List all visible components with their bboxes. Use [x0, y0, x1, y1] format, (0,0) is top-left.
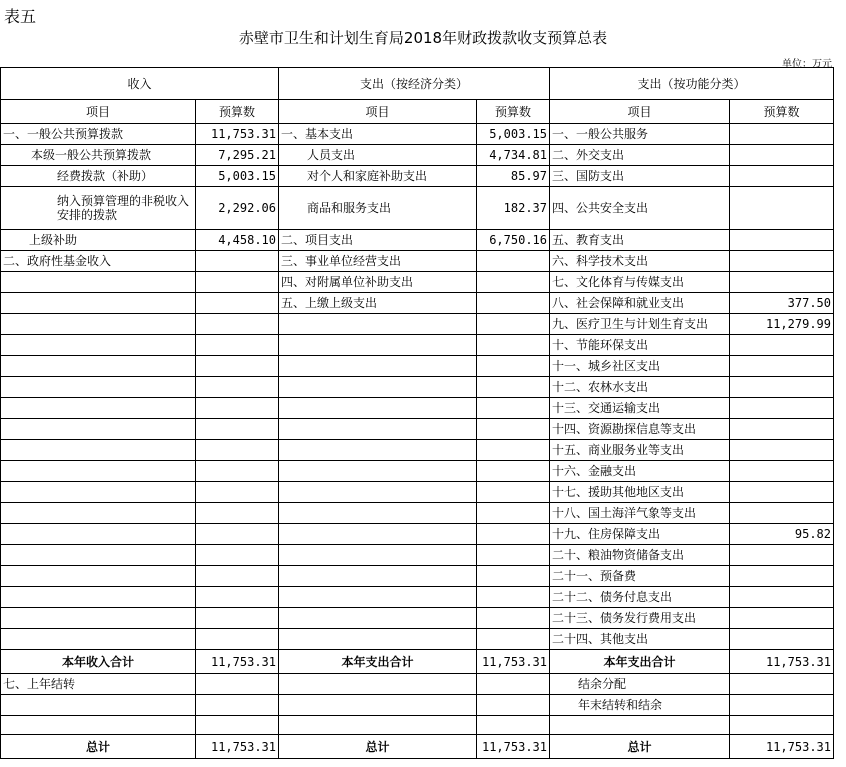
- income-total-amount: 11,753.31: [196, 735, 279, 759]
- income-amount: 5,003.15: [196, 166, 279, 187]
- functional-expense-amount: [730, 545, 834, 566]
- section-header-row: [1, 68, 834, 100]
- table-row: [1, 440, 834, 461]
- income-item: [1, 629, 196, 650]
- economic-expense-item: [279, 674, 477, 695]
- functional-expense-item: 六、科学技术支出: [550, 251, 730, 272]
- functional-expense-amount: [730, 145, 834, 166]
- economic-expense-item: [279, 629, 477, 650]
- column-header-budget: 预算数: [477, 100, 550, 124]
- income-amount: [196, 251, 279, 272]
- functional-expense-item: 二十、粮油物资储备支出: [550, 545, 730, 566]
- income-amount: [196, 398, 279, 419]
- income-amount: [196, 440, 279, 461]
- income-total-label: 总计: [1, 735, 196, 759]
- economic-expense-amount: [477, 524, 550, 545]
- functional-expense-item: 五、教育支出: [550, 230, 730, 251]
- functional-expense-item: 十五、商业服务业等支出: [550, 440, 730, 461]
- economic-expense-amount: [477, 314, 550, 335]
- functional-expense-amount: [730, 461, 834, 482]
- economic-expense-total-amount: 11,753.31: [477, 735, 550, 759]
- functional-expense-item: 八、社会保障和就业支出: [550, 293, 730, 314]
- economic-expense-item: 五、上缴上级支出: [279, 293, 477, 314]
- functional-expense-item: 十九、住房保障支出: [550, 524, 730, 545]
- income-item: [1, 272, 196, 293]
- economic-expense-item: [279, 545, 477, 566]
- income-amount: [196, 608, 279, 629]
- functional-expense-item: 二十一、预备费: [550, 566, 730, 587]
- income-item: 经费拨款（补助）: [1, 166, 196, 187]
- income-amount: [196, 524, 279, 545]
- functional-expense-amount: [730, 272, 834, 293]
- column-header-row: [1, 100, 834, 124]
- economic-expense-item: [279, 695, 477, 716]
- economic-expense-amount: [477, 356, 550, 377]
- functional-expense-item: 十四、资源勘探信息等支出: [550, 419, 730, 440]
- economic-expense-amount: [477, 503, 550, 524]
- economic-expense-item: 二、项目支出: [279, 230, 477, 251]
- income-amount: [196, 377, 279, 398]
- income-amount: 7,295.21: [196, 145, 279, 166]
- income-total-label: 本年收入合计: [1, 650, 196, 674]
- functional-expense-amount: 95.82: [730, 524, 834, 545]
- income-item: [1, 566, 196, 587]
- income-amount: [196, 503, 279, 524]
- table-row: [1, 482, 834, 503]
- table-row: [1, 251, 834, 272]
- table-row: [1, 145, 834, 166]
- functional-expense-amount: [730, 695, 834, 716]
- economic-expense-item: [279, 461, 477, 482]
- income-item: [1, 482, 196, 503]
- table-row: [1, 272, 834, 293]
- table-row: [1, 377, 834, 398]
- economic-expense-amount: [477, 545, 550, 566]
- functional-expense-amount: [730, 503, 834, 524]
- economic-expense-amount: [477, 419, 550, 440]
- economic-expense-item: [279, 335, 477, 356]
- income-item: [1, 314, 196, 335]
- income-amount: [196, 587, 279, 608]
- economic-expense-header: 支出（按经济分类）: [279, 68, 550, 100]
- functional-expense-amount: [730, 629, 834, 650]
- functional-expense-amount: [730, 187, 834, 230]
- income-item: [1, 335, 196, 356]
- functional-expense-item: 二十三、债务发行费用支出: [550, 608, 730, 629]
- income-amount: [196, 293, 279, 314]
- functional-expense-amount: [730, 377, 834, 398]
- grand-total-row: [1, 735, 834, 759]
- functional-expense-item: 十、节能环保支出: [550, 335, 730, 356]
- functional-expense-item: 二十四、其他支出: [550, 629, 730, 650]
- economic-expense-amount: [477, 251, 550, 272]
- income-amount: [196, 461, 279, 482]
- income-amount: [196, 482, 279, 503]
- economic-expense-amount: 5,003.15: [477, 124, 550, 145]
- economic-expense-amount: [477, 608, 550, 629]
- economic-expense-amount: [477, 293, 550, 314]
- empty-cell: [730, 716, 834, 735]
- income-amount: [196, 314, 279, 335]
- income-item: 上级补助: [1, 230, 196, 251]
- table-row: [1, 674, 834, 695]
- functional-expense-item: 十八、国土海洋气象等支出: [550, 503, 730, 524]
- economic-expense-item: 人员支出: [279, 145, 477, 166]
- economic-expense-amount: [477, 482, 550, 503]
- economic-expense-amount: [477, 566, 550, 587]
- economic-expense-item: [279, 482, 477, 503]
- table-row: [1, 335, 834, 356]
- income-amount: 4,458.10: [196, 230, 279, 251]
- functional-expense-amount: [730, 674, 834, 695]
- functional-expense-total-amount: 11,753.31: [730, 650, 834, 674]
- page-title: 赤壁市卫生和计划生育局2018年财政拨款收支预算总表: [238, 29, 608, 47]
- functional-expense-item: 一、一般公共服务: [550, 124, 730, 145]
- table-row: [1, 187, 834, 230]
- table-row: [1, 419, 834, 440]
- functional-expense-amount: [730, 230, 834, 251]
- income-item: [1, 419, 196, 440]
- column-header-budget: 预算数: [196, 100, 279, 124]
- income-amount: [196, 566, 279, 587]
- table-row: [1, 587, 834, 608]
- economic-expense-item: [279, 608, 477, 629]
- economic-expense-amount: [477, 695, 550, 716]
- economic-expense-item: [279, 503, 477, 524]
- table-row: [1, 608, 834, 629]
- functional-expense-item: 七、文化体育与传媒支出: [550, 272, 730, 293]
- economic-expense-total-amount: 11,753.31: [477, 650, 550, 674]
- income-amount: [196, 674, 279, 695]
- column-header-budget: 预算数: [730, 100, 834, 124]
- income-amount: [196, 356, 279, 377]
- empty-cell: [477, 716, 550, 735]
- economic-expense-amount: 85.97: [477, 166, 550, 187]
- functional-expense-total-label: 本年支出合计: [550, 650, 730, 674]
- functional-expense-item: 二、外交支出: [550, 145, 730, 166]
- table-row: [1, 524, 834, 545]
- income-header: 收入: [1, 68, 279, 100]
- table-row: [1, 293, 834, 314]
- functional-expense-item: 四、公共安全支出: [550, 187, 730, 230]
- income-amount: [196, 272, 279, 293]
- functional-expense-item: 结余分配: [550, 674, 730, 695]
- income-item: [1, 695, 196, 716]
- functional-expense-item: 年末结转和结余: [550, 695, 730, 716]
- income-amount: 2,292.06: [196, 187, 279, 230]
- functional-expense-item: 十三、交通运输支出: [550, 398, 730, 419]
- income-item: [1, 503, 196, 524]
- income-item: 七、上年结转: [1, 674, 196, 695]
- empty-cell: [550, 716, 730, 735]
- table-row: [1, 695, 834, 716]
- empty-cell: [279, 716, 477, 735]
- table-row: [1, 398, 834, 419]
- economic-expense-item: [279, 524, 477, 545]
- functional-expense-amount: [730, 608, 834, 629]
- economic-expense-item: [279, 419, 477, 440]
- functional-expense-amount: 11,279.99: [730, 314, 834, 335]
- economic-expense-amount: [477, 587, 550, 608]
- economic-expense-amount: 4,734.81: [477, 145, 550, 166]
- functional-expense-amount: [730, 587, 834, 608]
- functional-expense-amount: [730, 124, 834, 145]
- income-item: [1, 524, 196, 545]
- budget-table: [0, 67, 834, 759]
- economic-expense-item: [279, 314, 477, 335]
- income-amount: [196, 545, 279, 566]
- table-row: [1, 166, 834, 187]
- income-amount: [196, 419, 279, 440]
- income-amount: [196, 695, 279, 716]
- economic-expense-total-label: 总计: [279, 735, 477, 759]
- functional-expense-item: 十七、援助其他地区支出: [550, 482, 730, 503]
- income-item: 一、一般公共预算拨款: [1, 124, 196, 145]
- functional-expense-amount: [730, 356, 834, 377]
- income-item: [1, 587, 196, 608]
- income-item: [1, 440, 196, 461]
- economic-expense-amount: [477, 674, 550, 695]
- income-amount: 11,753.31: [196, 124, 279, 145]
- functional-expense-amount: [730, 166, 834, 187]
- income-item: 本级一般公共预算拨款: [1, 145, 196, 166]
- functional-expense-amount: [730, 419, 834, 440]
- income-item: [1, 356, 196, 377]
- economic-expense-total-label: 本年支出合计: [279, 650, 477, 674]
- economic-expense-amount: 6,750.16: [477, 230, 550, 251]
- functional-expense-amount: [730, 335, 834, 356]
- economic-expense-item: 四、对附属单位补助支出: [279, 272, 477, 293]
- functional-expense-item: 十六、金融支出: [550, 461, 730, 482]
- economic-expense-amount: [477, 398, 550, 419]
- functional-expense-amount: [730, 440, 834, 461]
- functional-expense-item: 十一、城乡社区支出: [550, 356, 730, 377]
- income-item: [1, 398, 196, 419]
- column-header-item: 项目: [279, 100, 477, 124]
- income-item: [1, 461, 196, 482]
- budget-table-body: [1, 68, 834, 759]
- functional-expense-header: 支出（按功能分类）: [550, 68, 834, 100]
- functional-expense-amount: [730, 251, 834, 272]
- functional-expense-amount: 377.50: [730, 293, 834, 314]
- income-amount: [196, 629, 279, 650]
- economic-expense-item: [279, 440, 477, 461]
- table-row: [1, 230, 834, 251]
- economic-expense-item: [279, 566, 477, 587]
- table-row: [1, 566, 834, 587]
- functional-expense-item: 九、医疗卫生与计划生育支出: [550, 314, 730, 335]
- table-number-label: 表五: [4, 7, 37, 26]
- income-item: [1, 608, 196, 629]
- income-item: [1, 377, 196, 398]
- functional-expense-amount: [730, 398, 834, 419]
- unit-label: 单位：万元: [782, 59, 832, 70]
- year-total-row: [1, 650, 834, 674]
- table-row: [1, 461, 834, 482]
- income-item: [1, 545, 196, 566]
- economic-expense-item: [279, 398, 477, 419]
- economic-expense-item: 一、基本支出: [279, 124, 477, 145]
- functional-expense-total-label: 总计: [550, 735, 730, 759]
- table-row: [1, 356, 834, 377]
- functional-expense-total-amount: 11,753.31: [730, 735, 834, 759]
- economic-expense-item: [279, 377, 477, 398]
- economic-expense-amount: [477, 335, 550, 356]
- income-amount: [196, 335, 279, 356]
- spacer-row: [1, 716, 834, 735]
- income-total-amount: 11,753.31: [196, 650, 279, 674]
- economic-expense-amount: [477, 629, 550, 650]
- economic-expense-item: [279, 587, 477, 608]
- functional-expense-item: 三、国防支出: [550, 166, 730, 187]
- economic-expense-amount: [477, 377, 550, 398]
- functional-expense-item: 二十二、债务付息支出: [550, 587, 730, 608]
- economic-expense-amount: 182.37: [477, 187, 550, 230]
- column-header-item: 项目: [550, 100, 730, 124]
- table-row: [1, 314, 834, 335]
- economic-expense-amount: [477, 272, 550, 293]
- economic-expense-amount: [477, 461, 550, 482]
- income-item: 二、政府性基金收入: [1, 251, 196, 272]
- economic-expense-amount: [477, 440, 550, 461]
- economic-expense-item: 三、事业单位经营支出: [279, 251, 477, 272]
- functional-expense-amount: [730, 566, 834, 587]
- income-item: [1, 293, 196, 314]
- table-row: [1, 629, 834, 650]
- economic-expense-item: 对个人和家庭补助支出: [279, 166, 477, 187]
- table-row: [1, 503, 834, 524]
- income-item: 纳入预算管理的非税收入安排的拨款: [1, 187, 196, 230]
- column-header-item: 项目: [1, 100, 196, 124]
- empty-cell: [196, 716, 279, 735]
- economic-expense-item: 商品和服务支出: [279, 187, 477, 230]
- economic-expense-item: [279, 356, 477, 377]
- table-row: [1, 124, 834, 145]
- empty-cell: [1, 716, 196, 735]
- functional-expense-item: 十二、农林水支出: [550, 377, 730, 398]
- table-row: [1, 545, 834, 566]
- functional-expense-amount: [730, 482, 834, 503]
